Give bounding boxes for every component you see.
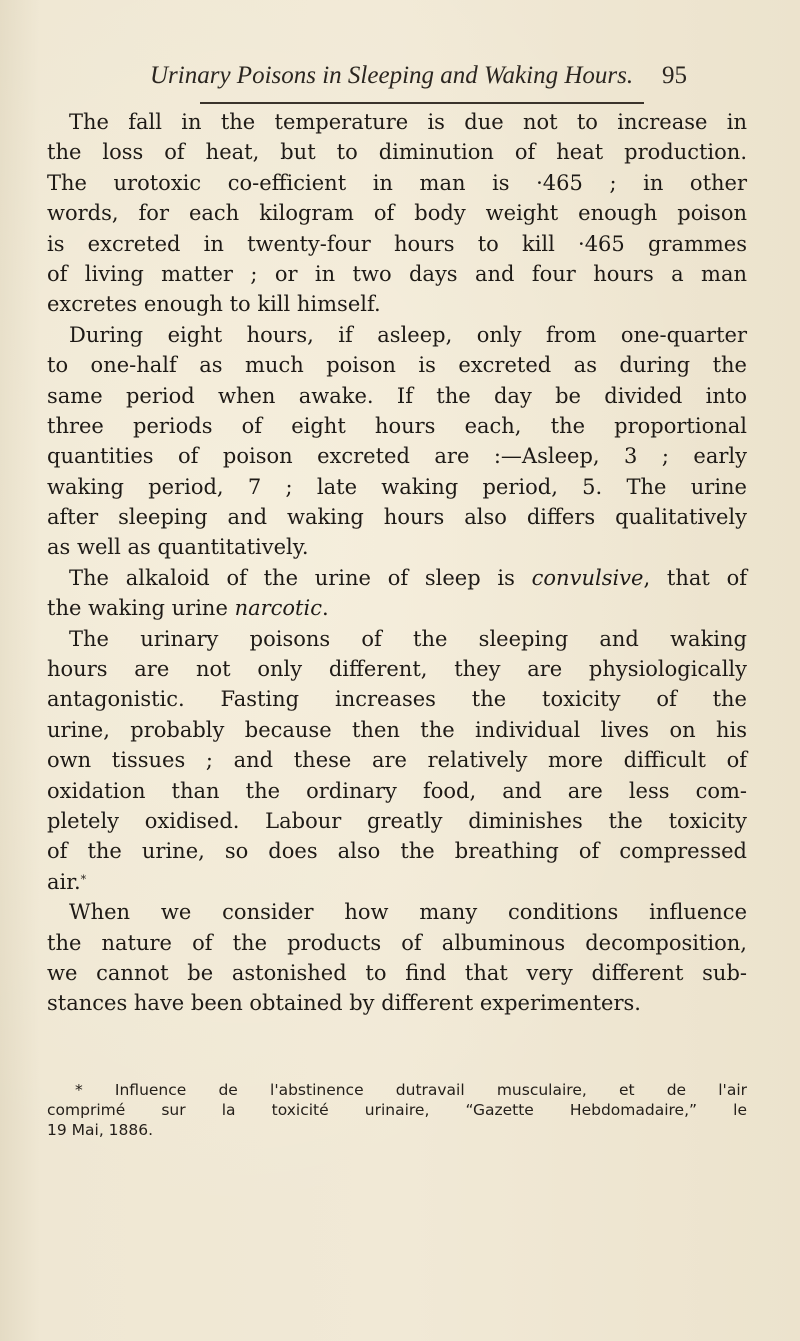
text-run: . <box>321 596 329 621</box>
text-line: The urotoxic co-efficient in man is ·465 ; in other <box>47 170 747 195</box>
emphasis-narcotic: narcotic <box>234 596 322 621</box>
text-line: is excreted in twenty-four hours to kill ·465 grammes <box>47 231 747 256</box>
running-title: Urinary Poisons in Sleeping and Waking Hours. <box>150 62 634 89</box>
text-line: after sleeping and waking hours also differs qualitatively <box>47 505 747 530</box>
text-line: quantities of poison excreted are :—Asleep, 3 ; early <box>47 444 747 469</box>
text-line: the nature of the products of albuminous decomposition, <box>47 930 747 955</box>
text-line: own tissues ; and these are relatively more difficult of <box>47 748 747 773</box>
text-line: antagonistic. Fasting increases the toxicity of the <box>47 687 747 712</box>
text-run: The alkaloid of the urine of sleep is <box>69 565 532 590</box>
text-line: During eight hours, if asleep, only from one-quarter <box>69 322 747 347</box>
text-run: , that of <box>643 565 747 590</box>
text-line: the loss of heat, but to diminution of heat production. <box>47 140 747 165</box>
text-line: pletely oxidised. Labour greatly diminishes the toxicity <box>47 808 747 833</box>
text-run: air. <box>47 869 81 894</box>
footnote-line: 19 Mai, 1886. <box>47 1121 154 1139</box>
page-number: 95 <box>662 62 687 89</box>
text-line <box>47 563 747 593</box>
header-rule <box>200 102 644 104</box>
text-line: The urinary poisons of the sleeping and waking <box>69 626 747 651</box>
text-line: The fall in the temperature is due not to increase in <box>69 110 747 134</box>
text-line: excretes enough to kill himself. <box>47 292 381 317</box>
text-line: waking period, 7 ; late waking period, 5. The urine <box>47 474 747 499</box>
text-line: When we consider how many conditions influence <box>69 900 747 925</box>
text-line: oxidation than the ordinary food, and are less com- <box>47 778 747 803</box>
text-line: of the urine, so does also the breathing of compressed <box>47 839 747 864</box>
footnote <box>47 1080 747 1140</box>
text-line: we cannot be astonished to find that very different sub- <box>47 960 747 985</box>
text-line: as well as quantitatively. <box>47 535 309 560</box>
footnote-marker[interactable]: * <box>80 872 87 886</box>
text-line: urine, probably because then the individual lives on his <box>47 717 747 742</box>
text-line: to one-half as much poison is excreted as during the <box>47 353 747 378</box>
text-line <box>47 593 747 623</box>
footnote-line: * Influence de l'abstinence dutravail musculaire, et de l'air <box>75 1081 747 1099</box>
text-line: of living matter ; or in two days and four hours a man <box>47 261 747 286</box>
text-line: words, for each kilogram of body weight enough poison <box>47 201 747 226</box>
footnote-line: comprimé sur la toxicité urinaire, “Gazette Hebdomadaire,” le <box>47 1101 747 1119</box>
text-line: hours are not only different, they are physiologically <box>47 657 747 682</box>
body-text <box>47 107 747 1019</box>
text-line: same period when awake. If the day be divided into <box>47 383 747 408</box>
emphasis-convulsive: convulsive <box>531 565 644 590</box>
text-line: three periods of eight hours each, the proportional <box>47 413 747 438</box>
text-line <box>47 867 747 897</box>
text-line: stances have been obtained by different experimenters. <box>47 991 641 1016</box>
text-run: the waking urine <box>47 596 235 621</box>
running-header <box>150 62 780 90</box>
